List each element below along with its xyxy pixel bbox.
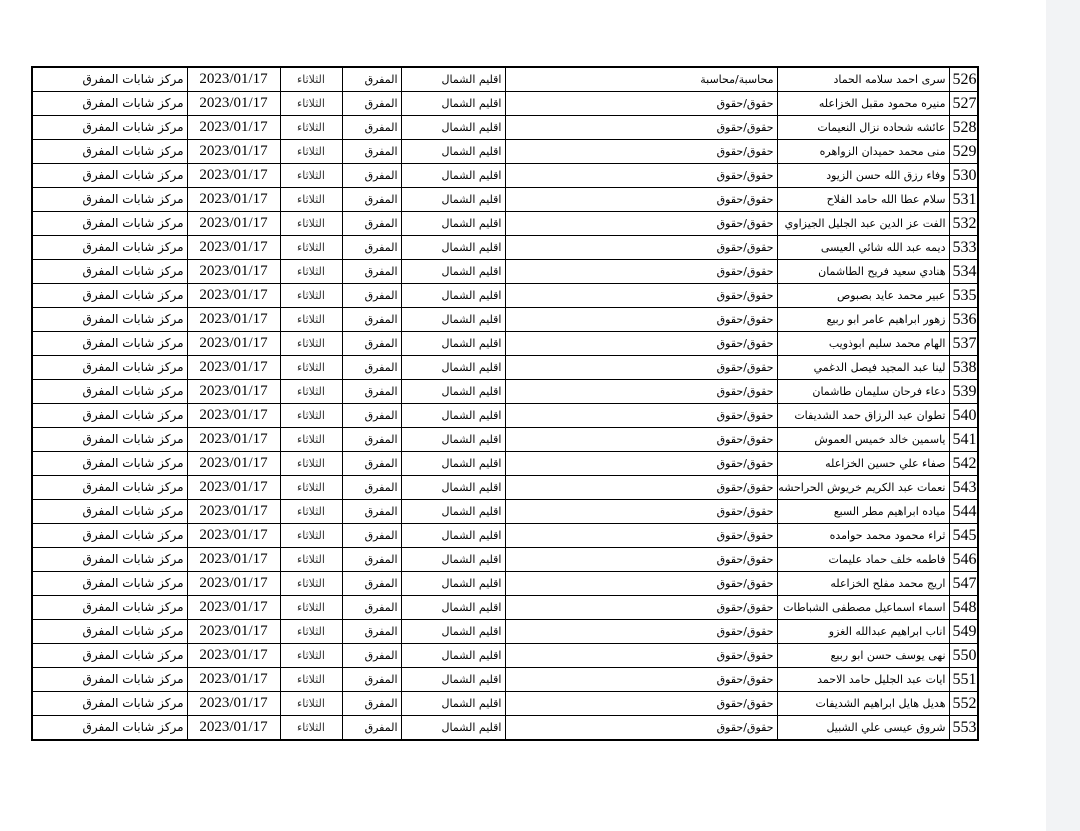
table-row: [32, 260, 978, 284]
exam-center-cell: مركز شابات المفرق: [32, 67, 187, 92]
region-cell: اقليم الشمال: [401, 596, 505, 620]
major-cell: حقوق/حقوق: [505, 332, 777, 356]
viewer-margin: [1046, 0, 1080, 831]
city-cell: المفرق: [342, 236, 401, 260]
region-cell: اقليم الشمال: [401, 716, 505, 741]
exam-day-cell: الثلاثاء: [280, 452, 342, 476]
serial-number-cell: 550: [949, 644, 978, 668]
city-cell: المفرق: [342, 164, 401, 188]
major-cell: حقوق/حقوق: [505, 572, 777, 596]
table-row: [32, 380, 978, 404]
region-cell: اقليم الشمال: [401, 92, 505, 116]
table-row: [32, 524, 978, 548]
serial-number-cell: 528: [949, 116, 978, 140]
exam-center-cell: مركز شابات المفرق: [32, 452, 187, 476]
exam-day-cell: الثلاثاء: [280, 596, 342, 620]
exam-day-cell: الثلاثاء: [280, 524, 342, 548]
candidate-name-cell: منيره محمود مقبل الخزاعله: [777, 92, 949, 116]
candidate-name-cell: زهور ابراهيم عامر ابو ربيع: [777, 308, 949, 332]
exam-day-cell: الثلاثاء: [280, 332, 342, 356]
city-cell: المفرق: [342, 692, 401, 716]
region-cell: اقليم الشمال: [401, 260, 505, 284]
candidate-name-cell: اسماء اسماعيل مصطفى الشباطات: [777, 596, 949, 620]
serial-number-cell: 543: [949, 476, 978, 500]
exam-date-cell: 2023/01/17: [187, 140, 280, 164]
major-cell: حقوق/حقوق: [505, 284, 777, 308]
exam-date-cell: 2023/01/17: [187, 92, 280, 116]
exam-date-cell: 2023/01/17: [187, 548, 280, 572]
major-cell: حقوق/حقوق: [505, 524, 777, 548]
serial-number-cell: 526: [949, 67, 978, 92]
exam-day-cell: الثلاثاء: [280, 212, 342, 236]
region-cell: اقليم الشمال: [401, 428, 505, 452]
major-cell: حقوق/حقوق: [505, 404, 777, 428]
city-cell: المفرق: [342, 404, 401, 428]
exam-date-cell: 2023/01/17: [187, 188, 280, 212]
major-cell: حقوق/حقوق: [505, 140, 777, 164]
city-cell: المفرق: [342, 140, 401, 164]
major-cell: حقوق/حقوق: [505, 308, 777, 332]
exam-center-cell: مركز شابات المفرق: [32, 476, 187, 500]
exam-day-cell: الثلاثاء: [280, 404, 342, 428]
exam-date-cell: 2023/01/17: [187, 476, 280, 500]
serial-number-cell: 551: [949, 668, 978, 692]
table-row: [32, 356, 978, 380]
exam-day-cell: الثلاثاء: [280, 67, 342, 92]
region-cell: اقليم الشمال: [401, 452, 505, 476]
exam-date-cell: 2023/01/17: [187, 668, 280, 692]
exam-day-cell: الثلاثاء: [280, 692, 342, 716]
region-cell: اقليم الشمال: [401, 500, 505, 524]
table-row: [32, 692, 978, 716]
major-cell: حقوق/حقوق: [505, 692, 777, 716]
exam-date-cell: 2023/01/17: [187, 524, 280, 548]
exam-date-cell: 2023/01/17: [187, 572, 280, 596]
region-cell: اقليم الشمال: [401, 380, 505, 404]
exam-date-cell: 2023/01/17: [187, 116, 280, 140]
serial-number-cell: 529: [949, 140, 978, 164]
exam-center-cell: مركز شابات المفرق: [32, 284, 187, 308]
table-row: [32, 644, 978, 668]
table-row: [32, 452, 978, 476]
candidate-name-cell: وفاء رزق الله حسن الزيود: [777, 164, 949, 188]
exam-center-cell: مركز شابات المفرق: [32, 140, 187, 164]
exam-day-cell: الثلاثاء: [280, 572, 342, 596]
major-cell: حقوق/حقوق: [505, 644, 777, 668]
candidate-name-cell: نهى يوسف حسن ابو ربيع: [777, 644, 949, 668]
exam-day-cell: الثلاثاء: [280, 668, 342, 692]
exam-center-cell: مركز شابات المفرق: [32, 524, 187, 548]
serial-number-cell: 546: [949, 548, 978, 572]
serial-number-cell: 549: [949, 620, 978, 644]
exam-date-cell: 2023/01/17: [187, 356, 280, 380]
serial-number-cell: 548: [949, 596, 978, 620]
table-row: [32, 572, 978, 596]
table-row: [32, 500, 978, 524]
region-cell: اقليم الشمال: [401, 524, 505, 548]
exam-center-cell: مركز شابات المفرق: [32, 308, 187, 332]
serial-number-cell: 532: [949, 212, 978, 236]
exam-date-cell: 2023/01/17: [187, 452, 280, 476]
exam-center-cell: مركز شابات المفرق: [32, 380, 187, 404]
candidate-name-cell: نعمات عبد الكريم خريوش الحراحشه: [777, 476, 949, 500]
candidate-name-cell: ياسمين خالد خميس العموش: [777, 428, 949, 452]
region-cell: اقليم الشمال: [401, 548, 505, 572]
serial-number-cell: 534: [949, 260, 978, 284]
exam-center-cell: مركز شابات المفرق: [32, 548, 187, 572]
major-cell: حقوق/حقوق: [505, 260, 777, 284]
city-cell: المفرق: [342, 284, 401, 308]
region-cell: اقليم الشمال: [401, 236, 505, 260]
serial-number-cell: 541: [949, 428, 978, 452]
table-row: [32, 284, 978, 308]
exam-day-cell: الثلاثاء: [280, 428, 342, 452]
exam-center-cell: مركز شابات المفرق: [32, 620, 187, 644]
serial-number-cell: 544: [949, 500, 978, 524]
candidate-name-cell: اريج محمد مفلح الخزاعله: [777, 572, 949, 596]
region-cell: اقليم الشمال: [401, 116, 505, 140]
major-cell: حقوق/حقوق: [505, 428, 777, 452]
region-cell: اقليم الشمال: [401, 332, 505, 356]
exam-day-cell: الثلاثاء: [280, 284, 342, 308]
region-cell: اقليم الشمال: [401, 140, 505, 164]
major-cell: حقوق/حقوق: [505, 92, 777, 116]
exam-date-cell: 2023/01/17: [187, 260, 280, 284]
exam-date-cell: 2023/01/17: [187, 596, 280, 620]
exam-date-cell: 2023/01/17: [187, 716, 280, 741]
city-cell: المفرق: [342, 356, 401, 380]
serial-number-cell: 533: [949, 236, 978, 260]
exam-day-cell: الثلاثاء: [280, 716, 342, 741]
candidates-table: [31, 66, 979, 741]
exam-day-cell: الثلاثاء: [280, 164, 342, 188]
major-cell: حقوق/حقوق: [505, 380, 777, 404]
city-cell: المفرق: [342, 260, 401, 284]
major-cell: حقوق/حقوق: [505, 500, 777, 524]
candidate-name-cell: ايات عبد الجليل حامد الاحمد: [777, 668, 949, 692]
table-row: [32, 116, 978, 140]
table-row: [32, 236, 978, 260]
candidate-name-cell: منى محمد حميدان الزواهره: [777, 140, 949, 164]
major-cell: حقوق/حقوق: [505, 356, 777, 380]
table-row: [32, 476, 978, 500]
exam-date-cell: 2023/01/17: [187, 332, 280, 356]
table-row: [32, 212, 978, 236]
region-cell: اقليم الشمال: [401, 620, 505, 644]
candidate-name-cell: لينا عبد المجيد فيصل الدغمي: [777, 356, 949, 380]
exam-day-cell: الثلاثاء: [280, 476, 342, 500]
region-cell: اقليم الشمال: [401, 476, 505, 500]
exam-day-cell: الثلاثاء: [280, 548, 342, 572]
candidate-name-cell: عائشه شحاده نزال النعيمات: [777, 116, 949, 140]
major-cell: حقوق/حقوق: [505, 164, 777, 188]
serial-number-cell: 536: [949, 308, 978, 332]
exam-date-cell: 2023/01/17: [187, 67, 280, 92]
candidate-name-cell: مياده ابراهيم مطر السبع: [777, 500, 949, 524]
exam-day-cell: الثلاثاء: [280, 380, 342, 404]
exam-day-cell: الثلاثاء: [280, 620, 342, 644]
candidate-name-cell: هنادي سعيد فريح الطاشمان: [777, 260, 949, 284]
serial-number-cell: 530: [949, 164, 978, 188]
exam-day-cell: الثلاثاء: [280, 140, 342, 164]
table-row: [32, 428, 978, 452]
exam-day-cell: الثلاثاء: [280, 308, 342, 332]
region-cell: اقليم الشمال: [401, 356, 505, 380]
candidate-name-cell: عبير محمد عايد بصبوص: [777, 284, 949, 308]
major-cell: حقوق/حقوق: [505, 236, 777, 260]
candidate-name-cell: ثراء محمود محمد حوامده: [777, 524, 949, 548]
exam-day-cell: الثلاثاء: [280, 236, 342, 260]
exam-date-cell: 2023/01/17: [187, 692, 280, 716]
exam-center-cell: مركز شابات المفرق: [32, 572, 187, 596]
city-cell: المفرق: [342, 548, 401, 572]
exam-date-cell: 2023/01/17: [187, 380, 280, 404]
table-row: [32, 67, 978, 92]
major-cell: حقوق/حقوق: [505, 716, 777, 741]
region-cell: اقليم الشمال: [401, 67, 505, 92]
region-cell: اقليم الشمال: [401, 668, 505, 692]
serial-number-cell: 553: [949, 716, 978, 741]
major-cell: حقوق/حقوق: [505, 116, 777, 140]
exam-day-cell: الثلاثاء: [280, 644, 342, 668]
serial-number-cell: 539: [949, 380, 978, 404]
table-row: [32, 548, 978, 572]
candidate-name-cell: شروق عيسى علي الشبيل: [777, 716, 949, 741]
candidate-name-cell: صفاء علي حسين الخزاعله: [777, 452, 949, 476]
region-cell: اقليم الشمال: [401, 164, 505, 188]
region-cell: اقليم الشمال: [401, 404, 505, 428]
exam-center-cell: مركز شابات المفرق: [32, 596, 187, 620]
city-cell: المفرق: [342, 428, 401, 452]
region-cell: اقليم الشمال: [401, 284, 505, 308]
exam-center-cell: مركز شابات المفرق: [32, 692, 187, 716]
city-cell: المفرق: [342, 500, 401, 524]
candidate-name-cell: الفت عز الدين عبد الجليل الجيزاوي: [777, 212, 949, 236]
city-cell: المفرق: [342, 67, 401, 92]
exam-center-cell: مركز شابات المفرق: [32, 716, 187, 741]
table-row: [32, 620, 978, 644]
city-cell: المفرق: [342, 716, 401, 741]
candidate-name-cell: اناب ابراهيم عبدالله الغزو: [777, 620, 949, 644]
exam-center-cell: مركز شابات المفرق: [32, 356, 187, 380]
region-cell: اقليم الشمال: [401, 692, 505, 716]
exam-center-cell: مركز شابات المفرق: [32, 668, 187, 692]
table-row: [32, 332, 978, 356]
exam-center-cell: مركز شابات المفرق: [32, 164, 187, 188]
exam-date-cell: 2023/01/17: [187, 308, 280, 332]
major-cell: حقوق/حقوق: [505, 668, 777, 692]
table-row: [32, 308, 978, 332]
exam-day-cell: الثلاثاء: [280, 500, 342, 524]
serial-number-cell: 538: [949, 356, 978, 380]
city-cell: المفرق: [342, 524, 401, 548]
serial-number-cell: 542: [949, 452, 978, 476]
exam-date-cell: 2023/01/17: [187, 500, 280, 524]
table-body: [32, 67, 978, 740]
serial-number-cell: 552: [949, 692, 978, 716]
major-cell: حقوق/حقوق: [505, 188, 777, 212]
city-cell: المفرق: [342, 380, 401, 404]
exam-date-cell: 2023/01/17: [187, 212, 280, 236]
candidate-name-cell: هديل هايل ابراهيم الشديفات: [777, 692, 949, 716]
exam-center-cell: مركز شابات المفرق: [32, 644, 187, 668]
serial-number-cell: 545: [949, 524, 978, 548]
exam-date-cell: 2023/01/17: [187, 284, 280, 308]
exam-center-cell: مركز شابات المفرق: [32, 500, 187, 524]
exam-center-cell: مركز شابات المفرق: [32, 428, 187, 452]
city-cell: المفرق: [342, 308, 401, 332]
exam-center-cell: مركز شابات المفرق: [32, 236, 187, 260]
candidate-name-cell: سرى احمد سلامه الحماد: [777, 67, 949, 92]
exam-date-cell: 2023/01/17: [187, 644, 280, 668]
city-cell: المفرق: [342, 596, 401, 620]
table-row: [32, 596, 978, 620]
region-cell: اقليم الشمال: [401, 644, 505, 668]
exam-center-cell: مركز شابات المفرق: [32, 212, 187, 236]
table-row: [32, 140, 978, 164]
region-cell: اقليم الشمال: [401, 188, 505, 212]
city-cell: المفرق: [342, 452, 401, 476]
exam-day-cell: الثلاثاء: [280, 116, 342, 140]
exam-date-cell: 2023/01/17: [187, 620, 280, 644]
major-cell: محاسبة/محاسبة: [505, 67, 777, 92]
region-cell: اقليم الشمال: [401, 572, 505, 596]
exam-date-cell: 2023/01/17: [187, 404, 280, 428]
exam-day-cell: الثلاثاء: [280, 92, 342, 116]
exam-center-cell: مركز شابات المفرق: [32, 404, 187, 428]
table-row: [32, 716, 978, 741]
serial-number-cell: 540: [949, 404, 978, 428]
city-cell: المفرق: [342, 212, 401, 236]
city-cell: المفرق: [342, 668, 401, 692]
exam-day-cell: الثلاثاء: [280, 356, 342, 380]
serial-number-cell: 531: [949, 188, 978, 212]
serial-number-cell: 535: [949, 284, 978, 308]
exam-center-cell: مركز شابات المفرق: [32, 188, 187, 212]
city-cell: المفرق: [342, 644, 401, 668]
candidate-name-cell: الهام محمد سليم ابوذويب: [777, 332, 949, 356]
candidate-name-cell: دعاء فرحان سليمان طاشمان: [777, 380, 949, 404]
candidate-name-cell: سلام عطا الله حامد الفلاح: [777, 188, 949, 212]
serial-number-cell: 527: [949, 92, 978, 116]
city-cell: المفرق: [342, 332, 401, 356]
city-cell: المفرق: [342, 572, 401, 596]
city-cell: المفرق: [342, 116, 401, 140]
table-row: [32, 188, 978, 212]
serial-number-cell: 537: [949, 332, 978, 356]
major-cell: حقوق/حقوق: [505, 548, 777, 572]
table-row: [32, 404, 978, 428]
city-cell: المفرق: [342, 92, 401, 116]
candidate-name-cell: فاطمه خلف حماد عليمات: [777, 548, 949, 572]
exam-date-cell: 2023/01/17: [187, 236, 280, 260]
city-cell: المفرق: [342, 620, 401, 644]
exam-center-cell: مركز شابات المفرق: [32, 116, 187, 140]
major-cell: حقوق/حقوق: [505, 212, 777, 236]
exam-center-cell: مركز شابات المفرق: [32, 92, 187, 116]
exam-day-cell: الثلاثاء: [280, 188, 342, 212]
table-row: [32, 164, 978, 188]
major-cell: حقوق/حقوق: [505, 620, 777, 644]
exam-day-cell: الثلاثاء: [280, 260, 342, 284]
candidate-name-cell: ديمه عبد الله شائي العيسى: [777, 236, 949, 260]
exam-center-cell: مركز شابات المفرق: [32, 332, 187, 356]
table-row: [32, 92, 978, 116]
region-cell: اقليم الشمال: [401, 212, 505, 236]
exam-date-cell: 2023/01/17: [187, 164, 280, 188]
major-cell: حقوق/حقوق: [505, 452, 777, 476]
exam-center-cell: مركز شابات المفرق: [32, 260, 187, 284]
table-row: [32, 668, 978, 692]
city-cell: المفرق: [342, 188, 401, 212]
city-cell: المفرق: [342, 476, 401, 500]
major-cell: حقوق/حقوق: [505, 476, 777, 500]
major-cell: حقوق/حقوق: [505, 596, 777, 620]
serial-number-cell: 547: [949, 572, 978, 596]
candidate-name-cell: تطوان عبد الرزاق حمد الشديفات: [777, 404, 949, 428]
region-cell: اقليم الشمال: [401, 308, 505, 332]
exam-date-cell: 2023/01/17: [187, 428, 280, 452]
